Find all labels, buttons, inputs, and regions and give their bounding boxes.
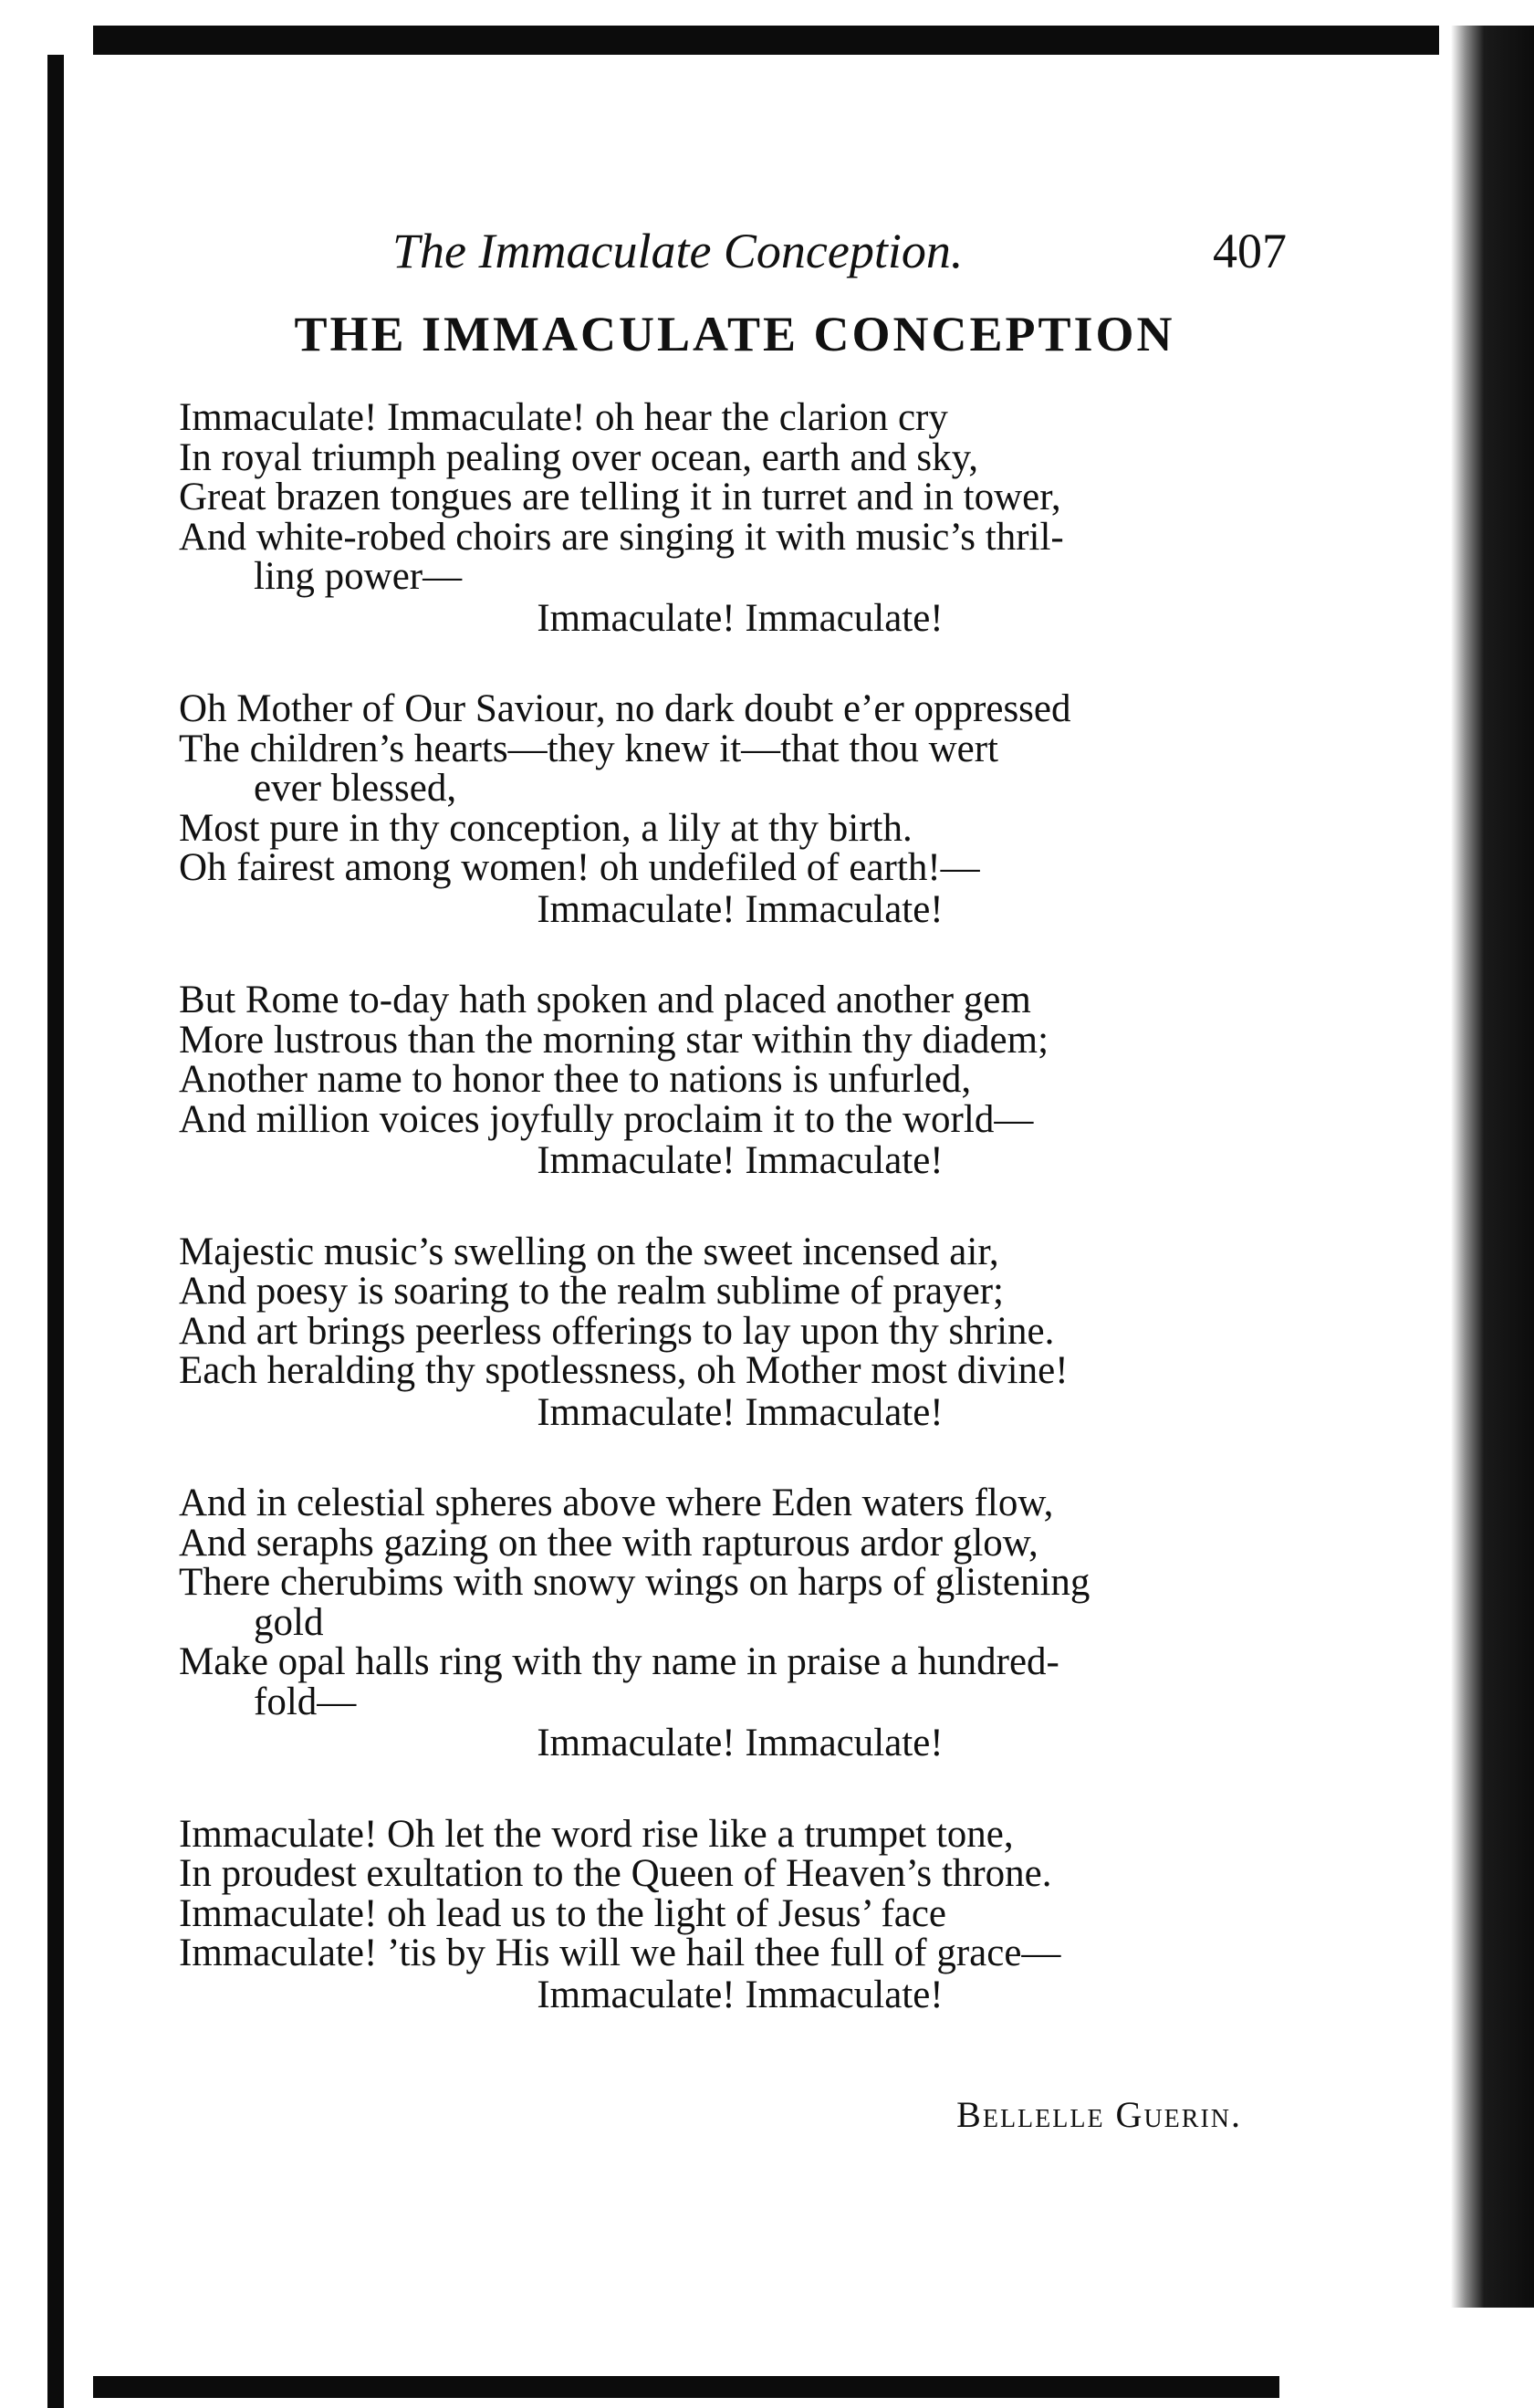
poem-line: Immaculate! ’tis by His will we hail thee full of grace— xyxy=(179,1932,1061,1974)
bottom-border-rule xyxy=(93,2376,1279,2398)
poem-line: And poesy is soaring to the realm sublime of prayer; xyxy=(179,1270,1004,1313)
poem-line: Another name to honor thee to nations is unfurled, xyxy=(179,1058,972,1101)
stanza-6 xyxy=(179,1812,1301,2016)
poem-line: But Rome to-day hath spoken and placed another gem xyxy=(179,979,1031,1021)
poem-line: Each heralding thy spotlessness, oh Mother most divine! xyxy=(179,1349,1069,1392)
poem-line: And white-robed choirs are singing it with music’s thril- xyxy=(179,515,1064,559)
refrain: Immaculate! Immaculate! xyxy=(537,887,944,931)
poem-line: Immaculate! oh lead us to the light of Jesus’ face xyxy=(179,1891,946,1935)
poem-line: And million voices joyfully proclaim it to the world— xyxy=(179,1097,1034,1141)
right-page-edge-shadow xyxy=(1451,26,1534,2308)
poem-title: THE IMMACULATE CONCEPTION xyxy=(294,307,1175,361)
poem-line: Oh Mother of Our Saviour, no dark doubt e’er oppressed xyxy=(179,687,1071,730)
poem-body xyxy=(179,398,1301,2066)
poem-line: Make opal halls ring with thy name in praise a hundred- xyxy=(179,1640,1059,1683)
stanza-4 xyxy=(179,1232,1301,1433)
poem-line: Immaculate! Oh let the word rise like a trumpet tone, xyxy=(179,1812,1014,1856)
poem-line: In royal triumph pealing over ocean, earth and sky, xyxy=(179,435,979,479)
stanza-2 xyxy=(179,689,1301,929)
stanza-3 xyxy=(179,980,1301,1181)
poem-line: And art brings peerless offerings to lay upon thy shrine. xyxy=(179,1309,1055,1353)
poem-line: Great brazen tongues are telling it in turret and in tower, xyxy=(179,476,1061,518)
poem-line: Majestic music’s swelling on the sweet incensed air, xyxy=(179,1230,999,1273)
refrain: Immaculate! Immaculate! xyxy=(537,1139,944,1182)
poem-line: In proudest exultation to the Queen of Heaven’s throne. xyxy=(179,1852,1052,1895)
top-border-rule xyxy=(93,26,1439,55)
running-head xyxy=(392,219,1287,283)
poem-line: Most pure in thy conception, a lily at thy birth. xyxy=(179,806,913,850)
stanza-1 xyxy=(179,398,1301,638)
poem-line-continuation: ling power— xyxy=(254,555,463,598)
poem-line: Immaculate! Immaculate! oh hear the clarion cry xyxy=(179,396,948,439)
author-signature: Bellelle Guerin. xyxy=(956,2094,1242,2135)
poem-line: More lustrous than the morning star within thy diadem; xyxy=(179,1018,1049,1062)
refrain: Immaculate! Immaculate! xyxy=(537,1973,944,2016)
stanza-5 xyxy=(179,1483,1301,1764)
poem-line-continuation: gold xyxy=(254,1600,324,1644)
poem-line: And seraphs gazing on thee with rapturous ardor glow, xyxy=(179,1521,1038,1565)
poem-line: The children’s hearts—they knew it—that thou wert xyxy=(179,727,998,770)
poem-line: There cherubims with snowy wings on harps of glistening xyxy=(179,1561,1090,1604)
running-head-title: The Immaculate Conception. xyxy=(392,224,964,278)
refrain: Immaculate! Immaculate! xyxy=(537,596,944,640)
poem-line: And in celestial spheres above where Eden waters flow, xyxy=(179,1481,1054,1524)
refrain: Immaculate! Immaculate! xyxy=(537,1722,944,1764)
poem-line: Oh fairest among women! oh undefiled of earth!— xyxy=(179,846,980,889)
poem-line-continuation: fold— xyxy=(254,1680,357,1723)
page-number: 407 xyxy=(1213,224,1287,278)
refrain: Immaculate! Immaculate! xyxy=(537,1390,944,1434)
poem-line-continuation: ever blessed, xyxy=(254,767,457,810)
left-page-edge-shadow xyxy=(47,55,64,2408)
